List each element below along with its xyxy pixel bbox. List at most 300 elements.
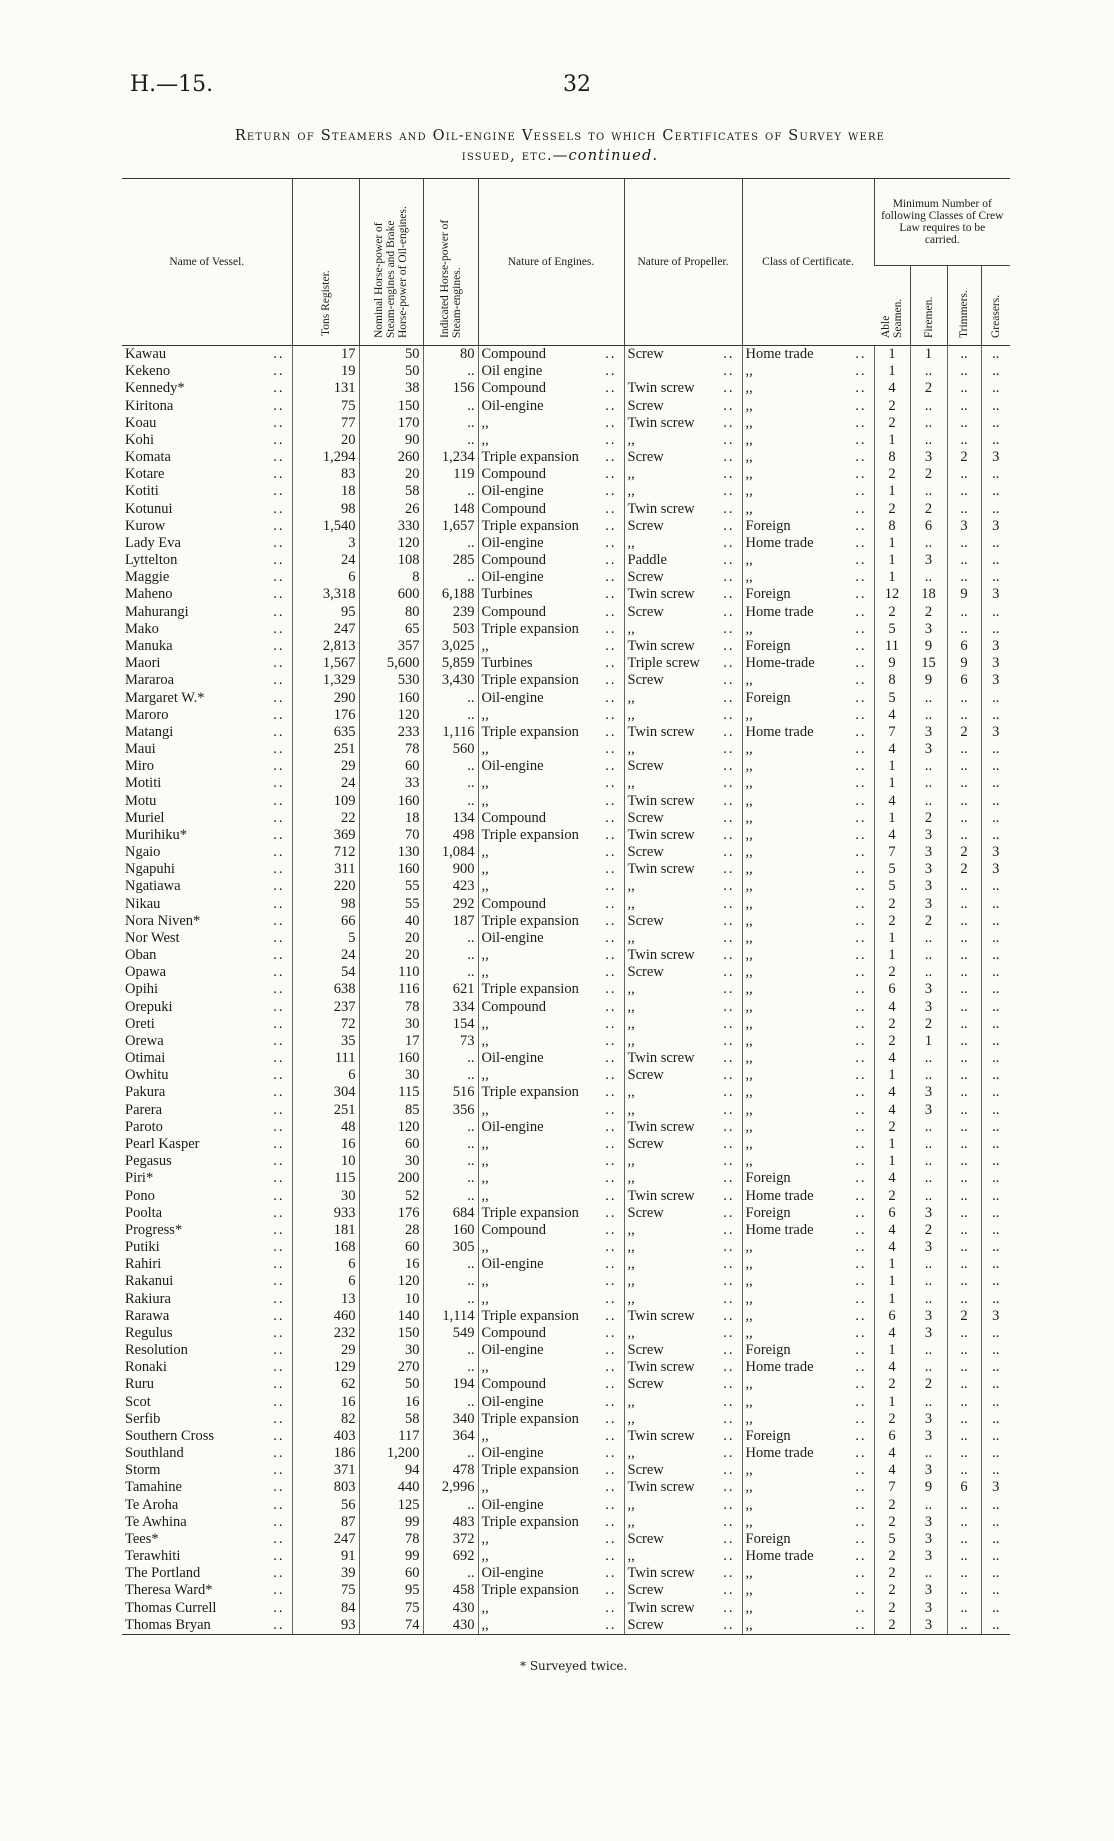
cell-engines bbox=[478, 1119, 624, 1136]
col-header-greasers: Greasers. bbox=[981, 266, 1010, 346]
cell-name-value: Ronaki bbox=[125, 1359, 167, 1376]
table-row bbox=[122, 1514, 1010, 1531]
cell-certificate bbox=[742, 501, 874, 518]
leader-dots: .. bbox=[273, 1221, 285, 1238]
table-row bbox=[122, 827, 1010, 844]
cell-greasers: 3 bbox=[981, 861, 1010, 878]
cell-propeller-value: ,, bbox=[627, 1496, 635, 1513]
cell-name-value: Muriel bbox=[125, 809, 165, 826]
leader-dots: .. bbox=[605, 1376, 617, 1393]
cell-propeller-value: ,, bbox=[627, 1290, 635, 1307]
table-row bbox=[122, 518, 1010, 535]
cell-propeller bbox=[624, 741, 742, 758]
cell-firemen: 3 bbox=[910, 1617, 947, 1635]
cell-firemen: .. bbox=[910, 758, 947, 775]
leader-dots: .. bbox=[855, 655, 867, 672]
cell-engines-value: ,, bbox=[481, 431, 489, 448]
cell-certificate bbox=[742, 415, 874, 432]
cell-name bbox=[122, 999, 292, 1016]
cell-certificate bbox=[742, 1119, 874, 1136]
cell-greasers: .. bbox=[981, 1136, 1010, 1153]
cell-able-seamen: 1 bbox=[874, 1153, 910, 1170]
cell-nominal-hp: 116 bbox=[359, 981, 423, 998]
cell-certificate-value: ,, bbox=[745, 1239, 753, 1256]
cell-greasers: .. bbox=[981, 1050, 1010, 1067]
cell-certificate-value: Home trade bbox=[745, 1359, 814, 1376]
cell-name-value: Otimai bbox=[125, 1050, 166, 1067]
table-row bbox=[122, 1084, 1010, 1101]
cell-tons: 371 bbox=[292, 1462, 359, 1479]
leader-dots: .. bbox=[273, 1359, 285, 1376]
cell-tons: 19 bbox=[292, 363, 359, 380]
cell-engines bbox=[478, 415, 624, 432]
cell-propeller bbox=[624, 672, 742, 689]
leader-dots: .. bbox=[605, 603, 617, 620]
cell-indicated-hp: 187 bbox=[423, 913, 478, 930]
cell-engines-value: ,, bbox=[481, 414, 489, 431]
cell-firemen: 2 bbox=[910, 501, 947, 518]
cell-engines bbox=[478, 672, 624, 689]
cell-name bbox=[122, 775, 292, 792]
cell-firemen: .. bbox=[910, 1342, 947, 1359]
cell-nominal-hp: 150 bbox=[359, 1325, 423, 1342]
cell-engines-value: Triple expansion bbox=[481, 1513, 579, 1530]
cell-trimmers: .. bbox=[947, 1084, 981, 1101]
cell-nominal-hp: 117 bbox=[359, 1428, 423, 1445]
cell-name-value: Matangi bbox=[125, 723, 174, 740]
cell-name bbox=[122, 1411, 292, 1428]
cell-tons: 16 bbox=[292, 1393, 359, 1410]
leader-dots: .. bbox=[723, 1530, 735, 1547]
cell-able-seamen: 4 bbox=[874, 1084, 910, 1101]
cell-engines-value: ,, bbox=[481, 741, 489, 758]
cell-engines-value: Triple expansion bbox=[481, 1462, 579, 1479]
cell-nominal-hp: 99 bbox=[359, 1514, 423, 1531]
cell-greasers: .. bbox=[981, 1462, 1010, 1479]
cell-firemen: 2 bbox=[910, 466, 947, 483]
cell-able-seamen: 2 bbox=[874, 1497, 910, 1514]
cell-nominal-hp: 30 bbox=[359, 1153, 423, 1170]
leader-dots: .. bbox=[723, 586, 735, 603]
leader-dots: .. bbox=[605, 758, 617, 775]
cell-tons: 181 bbox=[292, 1222, 359, 1239]
table-row bbox=[122, 724, 1010, 741]
leader-dots: .. bbox=[723, 1496, 735, 1513]
cell-tons: 220 bbox=[292, 878, 359, 895]
cell-able-seamen: 4 bbox=[874, 741, 910, 758]
cell-trimmers: 6 bbox=[947, 672, 981, 689]
cell-certificate-value: ,, bbox=[745, 929, 753, 946]
cell-trimmers: 2 bbox=[947, 724, 981, 741]
cell-name-value: Kiritona bbox=[125, 397, 174, 414]
leader-dots: .. bbox=[273, 809, 285, 826]
cell-engines bbox=[478, 792, 624, 809]
cell-trimmers: .. bbox=[947, 930, 981, 947]
cell-nominal-hp: 108 bbox=[359, 552, 423, 569]
cell-firemen: 3 bbox=[910, 844, 947, 861]
cell-engines bbox=[478, 964, 624, 981]
cell-trimmers: .. bbox=[947, 466, 981, 483]
leader-dots: .. bbox=[273, 1015, 285, 1032]
cell-able-seamen: 4 bbox=[874, 380, 910, 397]
cell-nominal-hp: 20 bbox=[359, 466, 423, 483]
cell-propeller bbox=[624, 346, 742, 364]
cell-indicated-hp: .. bbox=[423, 363, 478, 380]
cell-indicated-hp: 560 bbox=[423, 741, 478, 758]
leader-dots: .. bbox=[273, 706, 285, 723]
cell-able-seamen: 12 bbox=[874, 586, 910, 603]
cell-tons: 168 bbox=[292, 1239, 359, 1256]
leader-dots: .. bbox=[273, 758, 285, 775]
cell-propeller-value: Screw bbox=[627, 1342, 664, 1359]
leader-dots: .. bbox=[723, 792, 735, 809]
cell-indicated-hp: .. bbox=[423, 1290, 478, 1307]
leader-dots: .. bbox=[723, 620, 735, 637]
cell-able-seamen: 2 bbox=[874, 896, 910, 913]
leader-dots: .. bbox=[605, 655, 617, 672]
cell-engines-value: ,, bbox=[481, 1616, 489, 1633]
cell-certificate bbox=[742, 1222, 874, 1239]
cell-name-value: Thomas Bryan bbox=[125, 1616, 211, 1633]
leader-dots: .. bbox=[723, 1170, 735, 1187]
cell-propeller-value: ,, bbox=[627, 534, 635, 551]
cell-indicated-hp: 516 bbox=[423, 1084, 478, 1101]
cell-engines bbox=[478, 999, 624, 1016]
cell-indicated-hp: .. bbox=[423, 1273, 478, 1290]
cell-name-value: Pono bbox=[125, 1187, 155, 1204]
cell-propeller-value: ,, bbox=[627, 1153, 635, 1170]
leader-dots: .. bbox=[273, 397, 285, 414]
leader-dots: .. bbox=[723, 964, 735, 981]
cell-firemen: 2 bbox=[910, 604, 947, 621]
cell-indicated-hp: 305 bbox=[423, 1239, 478, 1256]
cell-trimmers: .. bbox=[947, 1582, 981, 1599]
cell-propeller bbox=[624, 1119, 742, 1136]
cell-name bbox=[122, 1565, 292, 1582]
cell-engines-value: Oil-engine bbox=[481, 1393, 544, 1410]
cell-tons: 93 bbox=[292, 1617, 359, 1635]
cell-able-seamen: 8 bbox=[874, 672, 910, 689]
cell-name bbox=[122, 1290, 292, 1307]
cell-firemen: .. bbox=[910, 1273, 947, 1290]
cell-greasers: .. bbox=[981, 466, 1010, 483]
cell-name bbox=[122, 1016, 292, 1033]
leader-dots: .. bbox=[855, 998, 867, 1015]
leader-dots: .. bbox=[855, 586, 867, 603]
cell-engines-value: Compound bbox=[481, 346, 546, 363]
table-row bbox=[122, 655, 1010, 672]
leader-dots: .. bbox=[855, 861, 867, 878]
leader-dots: .. bbox=[273, 1118, 285, 1135]
cell-firemen: .. bbox=[910, 1497, 947, 1514]
cell-trimmers: 2 bbox=[947, 844, 981, 861]
cell-firemen: .. bbox=[910, 1187, 947, 1204]
table-row bbox=[122, 1170, 1010, 1187]
cell-name bbox=[122, 483, 292, 500]
cell-name-value: Opihi bbox=[125, 981, 159, 998]
table-row bbox=[122, 964, 1010, 981]
cell-name-value: Lady Eva bbox=[125, 534, 181, 551]
cell-nominal-hp: 78 bbox=[359, 1531, 423, 1548]
cell-propeller-value: Twin screw bbox=[627, 1050, 695, 1067]
cell-name-value: Miro bbox=[125, 758, 154, 775]
leader-dots: .. bbox=[605, 1479, 617, 1496]
cell-trimmers: .. bbox=[947, 810, 981, 827]
cell-certificate-value: Home trade bbox=[745, 1445, 814, 1462]
cell-name-value: Margaret W.* bbox=[125, 689, 205, 706]
cell-indicated-hp: 1,234 bbox=[423, 449, 478, 466]
cell-firemen: .. bbox=[910, 1565, 947, 1582]
cell-firemen: 9 bbox=[910, 1479, 947, 1496]
cell-propeller-value: Screw bbox=[627, 1616, 664, 1633]
leader-dots: .. bbox=[273, 380, 285, 397]
cell-engines bbox=[478, 775, 624, 792]
cell-propeller bbox=[624, 1376, 742, 1393]
cell-propeller bbox=[624, 1411, 742, 1428]
cell-trimmers: .. bbox=[947, 1393, 981, 1410]
table-row bbox=[122, 552, 1010, 569]
leader-dots: .. bbox=[723, 1359, 735, 1376]
cell-trimmers: 6 bbox=[947, 1479, 981, 1496]
cell-firemen: .. bbox=[910, 1170, 947, 1187]
cell-certificate bbox=[742, 913, 874, 930]
leader-dots: .. bbox=[273, 981, 285, 998]
leader-dots: .. bbox=[855, 1050, 867, 1067]
table-row bbox=[122, 535, 1010, 552]
cell-certificate bbox=[742, 655, 874, 672]
cell-engines bbox=[478, 1187, 624, 1204]
cell-tons: 933 bbox=[292, 1205, 359, 1222]
cell-engines-value: Triple expansion bbox=[481, 672, 579, 689]
cell-nominal-hp: 440 bbox=[359, 1479, 423, 1496]
leader-dots: .. bbox=[855, 1221, 867, 1238]
leader-dots: .. bbox=[723, 1135, 735, 1152]
cell-indicated-hp: 372 bbox=[423, 1531, 478, 1548]
table-row bbox=[122, 1600, 1010, 1617]
cell-name-value: Motiti bbox=[125, 775, 162, 792]
leader-dots: .. bbox=[605, 620, 617, 637]
cell-able-seamen: 2 bbox=[874, 964, 910, 981]
cell-certificate bbox=[742, 1136, 874, 1153]
leader-dots: .. bbox=[273, 672, 285, 689]
leader-dots: .. bbox=[855, 689, 867, 706]
cell-certificate-value: ,, bbox=[745, 844, 753, 861]
cell-firemen: 1 bbox=[910, 346, 947, 364]
cell-engines bbox=[478, 1170, 624, 1187]
cell-indicated-hp: 900 bbox=[423, 861, 478, 878]
cell-certificate bbox=[742, 878, 874, 895]
leader-dots: .. bbox=[855, 1273, 867, 1290]
cell-trimmers: 9 bbox=[947, 586, 981, 603]
cell-engines-value: Turbines bbox=[481, 586, 533, 603]
cell-tons: 638 bbox=[292, 981, 359, 998]
cell-name bbox=[122, 569, 292, 586]
leader-dots: .. bbox=[273, 1616, 285, 1633]
cell-certificate bbox=[742, 1531, 874, 1548]
cell-indicated-hp: 621 bbox=[423, 981, 478, 998]
cell-propeller-value: ,, bbox=[627, 466, 635, 483]
cell-engines-value: Triple expansion bbox=[481, 723, 579, 740]
leader-dots: .. bbox=[723, 1239, 735, 1256]
cell-nominal-hp: 94 bbox=[359, 1462, 423, 1479]
cell-greasers: .. bbox=[981, 1119, 1010, 1136]
leader-dots: .. bbox=[855, 929, 867, 946]
cell-certificate-value: ,, bbox=[745, 775, 753, 792]
leader-dots: .. bbox=[855, 483, 867, 500]
cell-able-seamen: 4 bbox=[874, 1462, 910, 1479]
leader-dots: .. bbox=[605, 569, 617, 586]
leader-dots: .. bbox=[723, 1565, 735, 1582]
leader-dots: .. bbox=[855, 672, 867, 689]
cell-name-value: Terawhiti bbox=[125, 1548, 181, 1565]
cell-able-seamen: 1 bbox=[874, 535, 910, 552]
cell-engines-value: Triple expansion bbox=[481, 1410, 579, 1427]
cell-engines bbox=[478, 1308, 624, 1325]
table-row bbox=[122, 1617, 1010, 1635]
cell-nominal-hp: 120 bbox=[359, 1119, 423, 1136]
cell-certificate-value: ,, bbox=[745, 672, 753, 689]
cell-propeller bbox=[624, 913, 742, 930]
cell-propeller bbox=[624, 1582, 742, 1599]
cell-tons: 91 bbox=[292, 1548, 359, 1565]
leader-dots: .. bbox=[855, 1256, 867, 1273]
leader-dots: .. bbox=[605, 1599, 617, 1616]
leader-dots: .. bbox=[605, 1170, 617, 1187]
cell-nominal-hp: 60 bbox=[359, 1239, 423, 1256]
leader-dots: .. bbox=[605, 1135, 617, 1152]
cell-certificate-value: ,, bbox=[745, 1307, 753, 1324]
cell-name-value: Nikau bbox=[125, 895, 161, 912]
cell-name-value: Ngapuhi bbox=[125, 861, 175, 878]
table-row bbox=[122, 861, 1010, 878]
leader-dots: .. bbox=[273, 431, 285, 448]
leader-dots: .. bbox=[855, 397, 867, 414]
leader-dots: .. bbox=[723, 861, 735, 878]
cell-engines bbox=[478, 1222, 624, 1239]
cell-firemen: .. bbox=[910, 483, 947, 500]
cell-greasers: .. bbox=[981, 1582, 1010, 1599]
cell-certificate-value: ,, bbox=[745, 912, 753, 929]
cell-engines bbox=[478, 1205, 624, 1222]
cell-certificate bbox=[742, 535, 874, 552]
cell-propeller bbox=[624, 363, 742, 380]
leader-dots: .. bbox=[273, 534, 285, 551]
cell-propeller bbox=[624, 1497, 742, 1514]
cell-trimmers: .. bbox=[947, 1462, 981, 1479]
cell-name bbox=[122, 1222, 292, 1239]
cell-propeller-value: Screw bbox=[627, 397, 664, 414]
cell-name bbox=[122, 1205, 292, 1222]
cell-firemen: .. bbox=[910, 1119, 947, 1136]
cell-name bbox=[122, 741, 292, 758]
cell-name-value: Rakiura bbox=[125, 1290, 171, 1307]
cell-indicated-hp: .. bbox=[423, 1187, 478, 1204]
cell-tons: 17 bbox=[292, 346, 359, 364]
cell-indicated-hp: 1,114 bbox=[423, 1308, 478, 1325]
cell-nominal-hp: 16 bbox=[359, 1393, 423, 1410]
cell-engines-value: Oil-engine bbox=[481, 483, 544, 500]
leader-dots: .. bbox=[605, 878, 617, 895]
cell-firemen: 3 bbox=[910, 1531, 947, 1548]
cell-certificate-value: ,, bbox=[745, 552, 753, 569]
cell-name-value: Southern Cross bbox=[125, 1427, 215, 1444]
leader-dots: .. bbox=[723, 363, 735, 380]
cell-nominal-hp: 58 bbox=[359, 1411, 423, 1428]
leader-dots: .. bbox=[273, 1307, 285, 1324]
cell-tons: 20 bbox=[292, 432, 359, 449]
cell-tons: 39 bbox=[292, 1565, 359, 1582]
cell-name-value: Paroto bbox=[125, 1118, 163, 1135]
cell-name-value: Manuka bbox=[125, 638, 173, 654]
cell-nominal-hp: 530 bbox=[359, 672, 423, 689]
leader-dots: .. bbox=[723, 1101, 735, 1118]
vessel-rows bbox=[122, 346, 1010, 1635]
leader-dots: .. bbox=[855, 449, 867, 466]
leader-dots: .. bbox=[723, 1393, 735, 1410]
cell-certificate bbox=[742, 689, 874, 706]
cell-trimmers: .. bbox=[947, 999, 981, 1016]
cell-propeller-value: ,, bbox=[627, 1032, 635, 1049]
leader-dots: .. bbox=[723, 1616, 735, 1633]
cell-tons: 83 bbox=[292, 466, 359, 483]
cell-certificate-value: ,, bbox=[745, 947, 753, 964]
cell-able-seamen: 11 bbox=[874, 638, 910, 655]
cell-trimmers: .. bbox=[947, 398, 981, 415]
cell-greasers: .. bbox=[981, 1393, 1010, 1410]
cell-indicated-hp: 458 bbox=[423, 1582, 478, 1599]
cell-engines-value: Triple expansion bbox=[481, 620, 579, 637]
cell-name bbox=[122, 792, 292, 809]
table-row bbox=[122, 672, 1010, 689]
cell-nominal-hp: 120 bbox=[359, 535, 423, 552]
cell-greasers: 3 bbox=[981, 655, 1010, 672]
cell-nominal-hp: 74 bbox=[359, 1617, 423, 1635]
cell-certificate bbox=[742, 466, 874, 483]
cell-propeller-value: Twin screw bbox=[627, 586, 695, 603]
cell-greasers: 3 bbox=[981, 724, 1010, 741]
cell-engines-value: ,, bbox=[481, 1187, 489, 1204]
cell-propeller bbox=[624, 1428, 742, 1445]
cell-greasers: .. bbox=[981, 604, 1010, 621]
cell-trimmers: .. bbox=[947, 707, 981, 724]
cell-certificate bbox=[742, 1084, 874, 1101]
cell-name-value: Poolta bbox=[125, 1204, 163, 1221]
cell-tons: 54 bbox=[292, 964, 359, 981]
leader-dots: .. bbox=[605, 1427, 617, 1444]
cell-greasers: .. bbox=[981, 398, 1010, 415]
cell-trimmers: 3 bbox=[947, 518, 981, 535]
leader-dots: .. bbox=[273, 620, 285, 637]
cell-name-value: Southland bbox=[125, 1445, 184, 1462]
table-row bbox=[122, 930, 1010, 947]
table-row bbox=[122, 1548, 1010, 1565]
cell-greasers: .. bbox=[981, 1016, 1010, 1033]
cell-engines bbox=[478, 621, 624, 638]
cell-engines bbox=[478, 449, 624, 466]
cell-propeller bbox=[624, 1393, 742, 1410]
cell-propeller bbox=[624, 947, 742, 964]
cell-name bbox=[122, 586, 292, 603]
cell-indicated-hp: .. bbox=[423, 1153, 478, 1170]
table-row bbox=[122, 1222, 1010, 1239]
leader-dots: .. bbox=[723, 534, 735, 551]
cell-propeller bbox=[624, 792, 742, 809]
cell-certificate-value: ,, bbox=[745, 1256, 753, 1273]
cell-name bbox=[122, 1084, 292, 1101]
cell-certificate-value: Home trade bbox=[745, 1548, 814, 1565]
leader-dots: .. bbox=[273, 1135, 285, 1152]
leader-dots: .. bbox=[605, 414, 617, 431]
